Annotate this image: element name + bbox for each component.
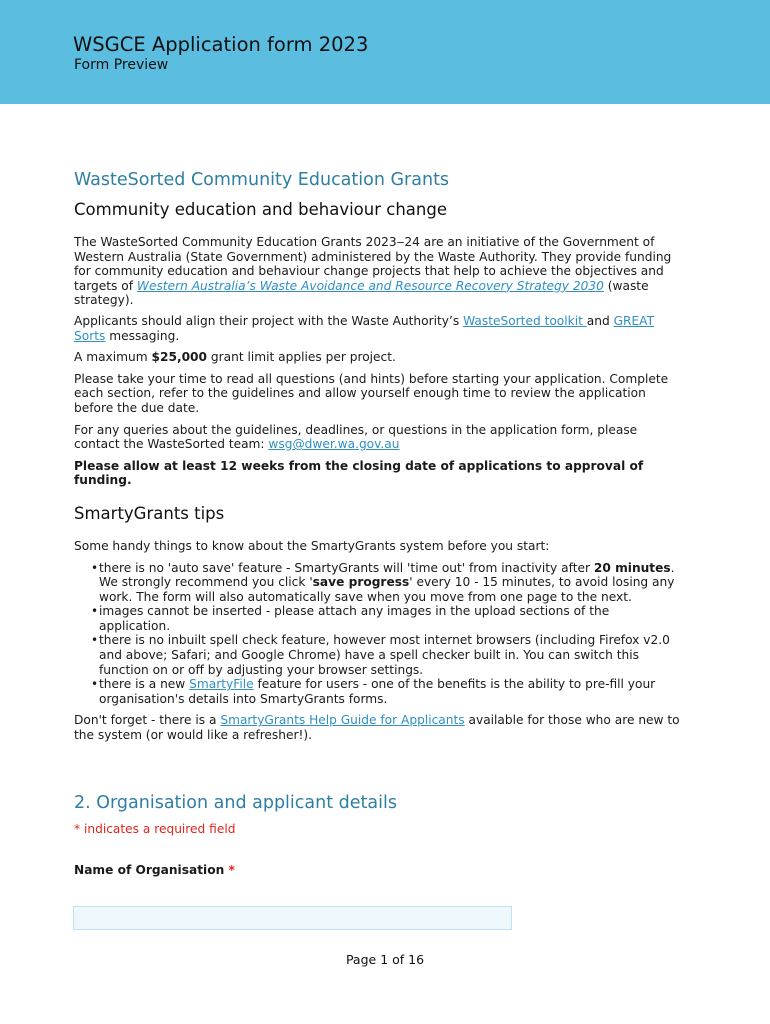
intro-p1-text: The WasteSorted Community Education Grants 2023‒24 are an initiative of the Government of Western Australia (State Government) administered by the Waste Authority. They provide funding for community education and behaviour change projects that help to achieve the objectives and targets of — [74, 235, 672, 293]
help-guide-link[interactable]: SmartyGrants Help Guide for Applicants — [220, 713, 465, 728]
intro-paragraph-5 — [74, 423, 684, 452]
section2-heading: 2. Organisation and applicant details — [74, 792, 397, 813]
intro-paragraph-6 — [74, 459, 684, 488]
approval-time-note: Please allow at least 12 weeks from the closing date of applications to approval of funding. — [74, 458, 644, 488]
wastesorted-toolkit-link[interactable]: WasteSorted toolkit — [463, 313, 587, 328]
tips-heading: SmartyGrants tips — [74, 503, 225, 523]
required-star: * — [228, 862, 235, 877]
list-item — [99, 561, 684, 605]
list-item: • there is no inbuilt spell check feature, however most internet browsers (including Firefox v2.0 and above; Safari; and Google Chrome) have a spell checker built in. You can switch this function on or off by adjusting your browser settings. — [99, 633, 684, 677]
intro-paragraph-3 — [74, 350, 684, 365]
org-name-label — [74, 863, 684, 877]
great-sorts-link[interactable]: GREAT Sorts — [74, 313, 655, 343]
tip4-text-b: feature for users - one of the benefits is the ability to pre-fill your organisation's details into SmartyGrants forms. — [99, 677, 656, 706]
form-title: WSGCE Application form 2023 — [73, 33, 369, 56]
required-field-note: * indicates a required field — [74, 821, 236, 836]
tips-intro: Some handy things to know about the SmartyGrants system before you start: — [74, 538, 550, 553]
intro-paragraph-1 — [74, 235, 684, 308]
tip1-bold-save: save progress — [312, 575, 410, 590]
intro-paragraph-4: Please take your time to read all questions (and hints) before starting your application. Complete each section, refer to the guidelines and allow yourself enough time to review the application before the due date. — [74, 371, 669, 415]
help-guide-paragraph — [74, 713, 684, 742]
intro-subheading: Community education and behaviour change — [74, 200, 447, 219]
contact-email-link[interactable]: wsg@dwer.wa.gov.au — [268, 437, 400, 452]
grant-limit-amount: $25,000 — [151, 350, 208, 365]
tip1-text-b: . We strongly recommend you click ' — [99, 560, 675, 590]
intro-heading: WasteSorted Community Education Grants — [74, 170, 450, 190]
waste-strategy-link[interactable]: Western Australia’s Waste Avoidance and Resource Recovery Strategy 2030 — [136, 278, 604, 293]
form-subtitle: Form Preview — [74, 57, 169, 73]
tip1-text-a: there is no 'auto save' feature - SmartyGrants will 'time out' from inactivity after — [99, 560, 594, 575]
intro-p1-end: (waste strategy). — [74, 278, 649, 308]
tip1-text-c: ' every 10 - 15 minutes, to avoid losing any work. The form will also automatically save when you move from one page to the next. — [99, 575, 675, 604]
intro-p2-start: Applicants should align their project with the Waste Authority’s — [74, 313, 464, 328]
help-guide-end: available for those who are new to the system (or would like a refresher!). — [74, 713, 680, 743]
intro-p2-end: messaging. — [105, 328, 180, 343]
intro-p5-start: For any queries about the guidelines, deadlines, or questions in the application form, please contact the WasteSorted team: — [74, 422, 638, 452]
page-number: Page 1 of 16 — [345, 952, 425, 967]
list-item: • images cannot be inserted - please attach any images in the upload sections of the application. — [99, 604, 684, 633]
help-guide-start: Don't forget - there is a — [74, 713, 221, 728]
tip4-text-a: there is a new — [99, 677, 190, 692]
list-item — [99, 677, 684, 706]
intro-p3-start: A maximum — [74, 350, 152, 365]
page-header — [0, 0, 770, 104]
smartyfile-link[interactable]: SmartyFile — [189, 677, 254, 692]
intro-paragraph-2 — [74, 314, 684, 343]
org-name-input[interactable] — [73, 906, 512, 930]
form-content — [74, 170, 684, 877]
intro-p2-mid: and — [586, 313, 614, 328]
tip1-bold-timeout: 20 minutes — [593, 560, 671, 575]
intro-p3-end: grant limit applies per project. — [207, 350, 396, 365]
tips-list — [74, 561, 684, 707]
org-name-label-text: Name of Organisation — [74, 862, 225, 877]
